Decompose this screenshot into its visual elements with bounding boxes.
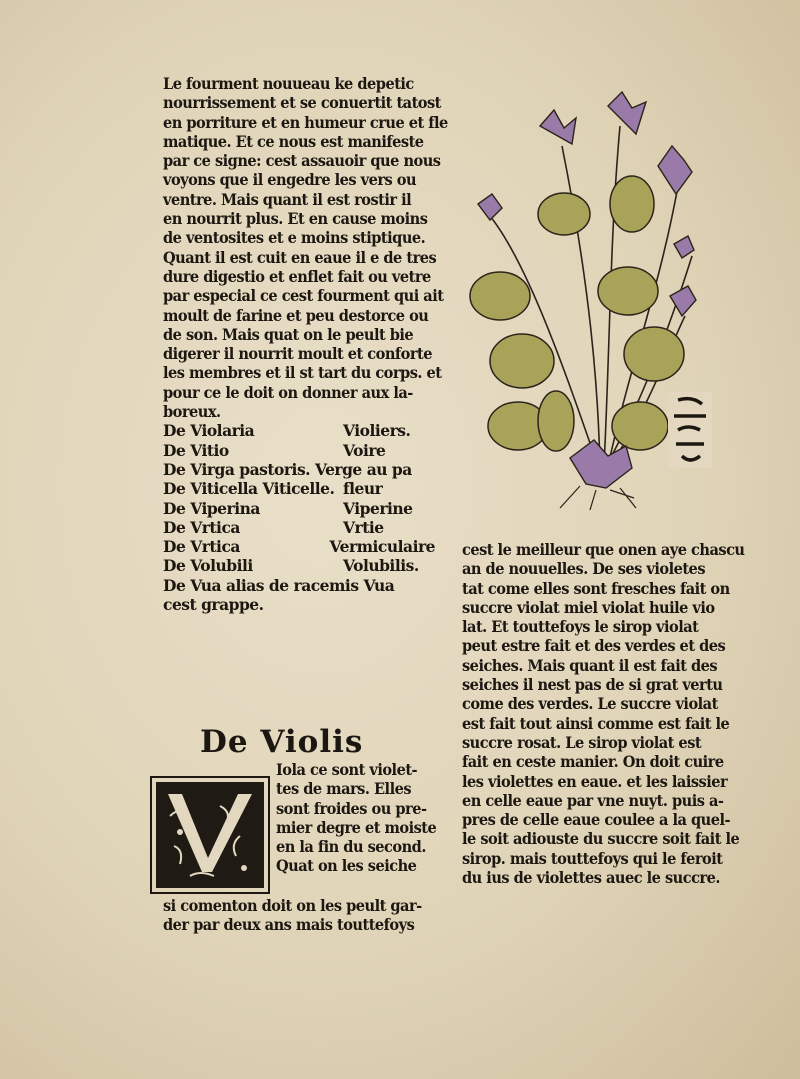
text-line: du ius de violettes auec le succre. <box>462 868 720 888</box>
text-line: mier degre et moiste <box>276 817 437 837</box>
glossary-latin: De Volubili <box>163 556 253 576</box>
glossary-french: Vermiculaire <box>329 537 435 557</box>
text-beside-initial <box>276 760 436 876</box>
text-line: succre rosat. Le sirop violat est <box>462 732 702 752</box>
text-line: voyons que il engedre les vers ou <box>163 170 417 190</box>
text-line: Iola ce sont violet- <box>276 760 418 779</box>
plant-label <box>668 392 712 468</box>
text-line: en la fin du second. <box>276 837 426 857</box>
glossary-latin: De Vrtica <box>163 537 240 557</box>
text-line: est fait tout ainsi comme est fait le <box>462 713 730 733</box>
text-line: en celle eaue par vne nuyt. puis a- <box>462 790 724 810</box>
text-line: succre violat miel violat huile vio <box>462 597 715 617</box>
text-line: Quant il est cuit en eaue il e de tres <box>163 247 437 267</box>
text-below-initial <box>163 896 443 935</box>
text-line: cest le meilleur que onen aye chascu <box>462 540 745 559</box>
text-line: les violettes en eaue. et les laissier <box>462 771 728 791</box>
glossary-french: Viperine <box>343 498 413 518</box>
text-line: pres de celle eaue coulee a la quel- <box>462 810 731 830</box>
glossary-entry <box>163 556 435 575</box>
text-line: Le fourment nouueau ke depetic <box>163 74 414 93</box>
glossary-latin: De Vrtica <box>163 517 240 537</box>
text-line: boreux. <box>163 402 221 422</box>
text-line: par especial ce cest fourment qui ait <box>163 286 444 306</box>
text-line: come des verdes. Le succre violat <box>462 694 718 714</box>
glossary-latin: cest grappe. <box>163 595 264 615</box>
text-line: lat. Et touttefoys le sirop violat <box>462 617 699 637</box>
text-line: ventre. Mais quant il est rostir il <box>163 189 412 209</box>
left-column <box>163 74 448 615</box>
right-column <box>462 540 744 887</box>
text-line: seiches il nest pas de si grat vertu <box>462 675 723 695</box>
text-line: tat come elles sont fresches fait on <box>462 578 730 598</box>
glossary-french: fleur <box>343 479 383 499</box>
glossary-entry <box>163 479 435 498</box>
text-line: tes de mars. Elles <box>276 779 412 799</box>
glossary-latin: De Virga pastoris. Verge au pa <box>163 459 412 479</box>
glossary-entry <box>163 576 435 595</box>
text-line: sirop. mais touttefoys qui le feroit <box>462 848 723 868</box>
text-line: le soit adiouste du succre soit fait le <box>462 829 740 849</box>
text-line: sont froides ou pre- <box>276 798 427 818</box>
text-line: pour ce le doit on donner aux la- <box>163 382 413 402</box>
text-line: an de nouuelles. De ses violetes <box>462 559 706 579</box>
text-line: Quat on les seiche <box>276 856 417 876</box>
glossary-entry <box>163 421 435 440</box>
text-line: si comenton doit on les peult gar- <box>163 896 422 915</box>
glossary-french: Violiers. <box>343 421 411 441</box>
glossary-entry <box>163 518 435 537</box>
text-line: der par deux ans mais touttefoys <box>163 915 415 935</box>
glossary-latin: De Vua alias de racemis Vua <box>163 575 395 595</box>
text-line: dure digestio et enflet fait ou vetre <box>163 266 431 286</box>
text-line: de ventosites et e moins stiptique. <box>163 228 426 248</box>
text-line: en porriture et en humeur crue et fle <box>163 112 448 132</box>
decorated-initial <box>150 776 270 894</box>
text-line: peut estre fait et des verdes et des <box>462 636 726 656</box>
text-line: les membres et il st tart du corps. et <box>163 363 442 383</box>
text-line: en nourrit plus. Et en cause moins <box>163 209 428 229</box>
glossary-french: Vrtie <box>343 517 384 537</box>
glossary-latin: De Viticella Viticelle. <box>163 479 335 499</box>
text-line: nourrissement et se conuertit tatost <box>163 93 441 113</box>
glossary-entry <box>163 441 435 460</box>
text-line: matique. Et ce nous est manifeste <box>163 131 424 151</box>
glossary-entry <box>163 460 435 479</box>
glossary-french: Voire <box>343 440 386 460</box>
text-line: moult de farine et peu destorce ou <box>163 305 429 325</box>
text-line: fait en ceste manier. On doit cuire <box>462 752 724 772</box>
glossary-latin: De Viperina <box>163 498 260 518</box>
glossary-entry <box>163 537 435 556</box>
glossary-latin: De Violaria <box>163 421 255 441</box>
text-line: seiches. Mais quant il est fait des <box>462 655 718 675</box>
text-line: de son. Mais quat on le peult bie <box>163 324 414 344</box>
glossary-french: Volubilis. <box>343 556 419 576</box>
glossary-entry <box>163 595 435 614</box>
text-line: par ce signe: cest assauoir que nous <box>163 151 441 171</box>
text-line: digerer il nourrit moult et conforte <box>163 344 432 364</box>
glossary-entry <box>163 499 435 518</box>
glossary-latin: De Vitio <box>163 440 229 460</box>
section-heading: De Violis <box>200 724 364 760</box>
